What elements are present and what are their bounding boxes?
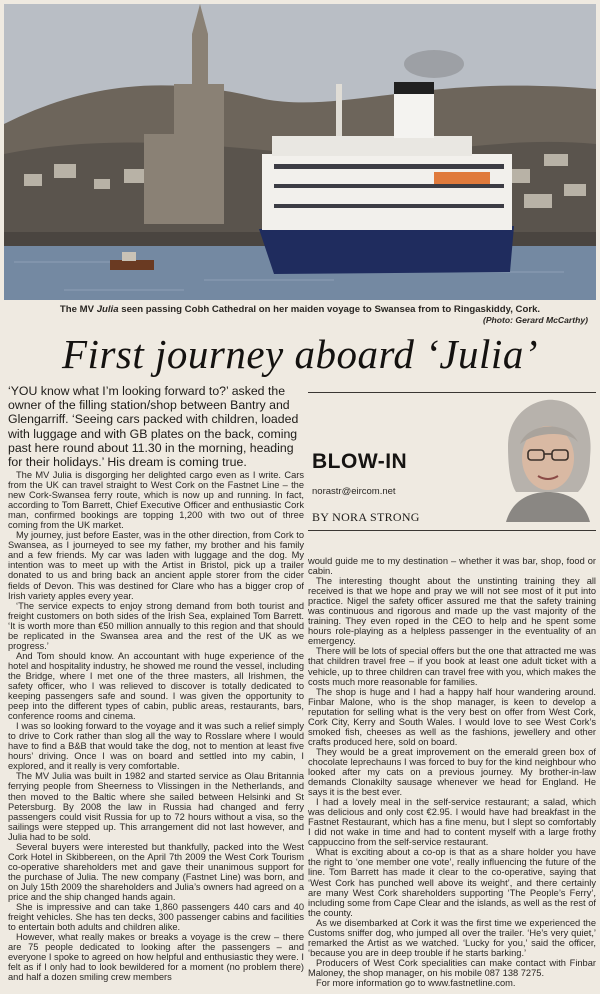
paragraph: I had a lovely meal in the self-service restaurant; a salad, which was delicious and only cost €2.95. I would have had breakfast in the Fastnet Restaurant, which has a fine menu, but I slept so comfortably I did not wake in time and had to content myself with a large frothy cappuccino from the self-service restaurant. [308,797,596,848]
paragraph: What is exciting about a co-op is that as a share holder you have the right to ‘one member one vote’, really influencing the future of the line. Tom Barrett has made it clear to the co-operative, saying that ‘West Cork has punched well above its weight’, and there certainly are many West Cork shareholders supporting ‘The People’s Ferry’, including some from Cape Clear and the islands, as well as the rest of the county. [308,847,596,918]
columnist-box [308,392,596,540]
photo-credit: (Photo: Gerard McCarthy) [482,315,588,325]
paragraph: The MV Julia was built in 1982 and started service as Olau Britannia ferrying people from Sheerness to Vlissingen in the Netherlands, and then moved to the Baltic where she sailed between Helsinki and St Petersburg. By 2008 the law in Russia had changed and ferry passengers could visit Russia for up to 72 hours without a visa, so the sailings were stepped up. This arrangement did not last however, and Julia had to be sold. [8,771,304,842]
paragraph: They would be a great improvement on the emerald green box of chocolate leprechauns I was forced to buy for the kind neighbour who looked after my cats on a previous journey. My brother-in-law demands Clonakilty sausage whenever we head for England. He says it is the best ever. [308,746,596,798]
divider [308,530,596,531]
divider [308,392,596,393]
paragraph: My journey, just before Easter, was in the other direction, from Cork to Swansea, as I journeyed to see my father, my brother and his family and a few friends. My car was laden with luggage and the dog. My intention was to meet up with the Artist in Bristol, pick up a trailer donated to us and bring back an ancient apple storer from the cider fields of Devon. This was destined for Clare who has a bigger crop of Irish variety apples every year. [8,530,304,601]
paragraph: I was so looking forward to the voyage and it was such a relief simply to drive to Cork rather than slog all the way to Rosslare where I would have to find a B&B that would take the dog, not to mention at least five hours’ driving. Once I was on board and settled into my cabin, I explored, and it really is very comfortable. [8,721,304,772]
byline: BY NORA STRONG [312,510,420,524]
paragraph: There will be lots of special offers but the one that attracted me was that children travel free – if you book at least one adult ticket with a vehicle, up to three children can travel free with you, which makes the costs much more reasonable for families. [308,646,596,687]
article-headline: First journey aboard ‘Julia’ [62,331,538,377]
paragraph: Producers of West Cork specialities can make contact with Finbar Maloney, the shop manager, on his mobile 087 138 7275. [308,957,596,978]
column-title: BLOW-IN [312,450,408,473]
paragraph: The MV Julia is disgorging her delighted cargo even as I write. Cars from the UK can travel straight to West Cork on the Fastnet Line – the new Cork-Swansea ferry route, which is now up and running. In fact, according to Tom Barrett, Chief Executive Officer and enthusiastic Cork man, confirmed bookings are topping 1,200 with two out of three coming from the UK market. [8,470,304,531]
paragraph: ‘The service expects to enjoy strong demand from both tourist and freight customers on both sides of the Irish Sea, explained Tom Barrett. ‘It is worth more than €50 million annually to this region and that should be replicated in the Swansea area and the rest of the UK as we progress.’ [8,600,304,651]
paragraph: would guide me to my destination – whether it was bar, shop, food or cabin. [308,556,596,577]
columnist-email: norastr@eircom.net [312,486,396,497]
paragraph: The shop is huge and I had a happy half hour wandering around. Finbar Malone, who is the shop manager, is keen to develop a reputation for selling what is the very best on offer from West Cork, Cork City, Kerry and South Wales. I would love to see West Cork’s smoked fish, cheeses as well as the fashions, jewellery and other crafts produced here, sold on board. [308,686,596,747]
caption-text: seen passing Cobh Cathedral on her maiden voyage to Swansea from to Ringaskiddy, Cork. [118,304,541,315]
photo-caption [0,304,600,315]
caption-prefix: The MV [59,304,97,315]
paragraph: Several buyers were interested but thankfully, packed into the West Cork Hotel in Skibbereen, on the April 7th 2009 the West Cork Tourism co-operative shareholders met and gave their unanimous support for the purchase of Julia. The new company (Fastnet Line) was born, and on July 15th 2009 the shareholders and Julia’s owners had agreed on a price and the ship changed hands again. [8,841,304,902]
paragraph: As we disembarked at Cork it was the first time we experienced the Customs sniffer dog, who jumped all over the trailer. ‘He’s very quiet,’ remarked the Artist as we watched. ‘Lucky for you,’ said the officer, ‘because you are in deep trouble if he starts barking.’ [308,917,596,958]
columnist-portrait [498,396,594,522]
ferry-photo [4,4,596,300]
caption-ship-name: Julia [96,304,119,315]
paragraph: The interesting thought about the unstinting training they all received is that we hope and pray we will not see most of it put into practice. Nigel the safety officer assured me that the safety training was continuous and rigorous and made up the vast majority of the training. They even roped in the CEO to help and he spent some hours role-playing as a helpless passenger in the eventuality of an emergency. [308,576,596,647]
right-column [308,556,596,988]
left-column [8,470,304,982]
ferry-photo-illustration [4,4,596,300]
paragraph: And Tom should know. An accountant with huge experience of the hotel and hospitality industry, he showed me round the vessel, including the Bridge, where I met one of the three masters, all Irishmen, the safety officer, who I was relieved to discover is totally dedicated to keeping passengers safe and sound. I was given the opportunity to peep into the different types of cabin, public areas, restaurants, bars, conference rooms and cinema. [8,650,304,722]
paragraph: However, what really makes or breaks a voyage is the crew – there are 75 people dedicated to looking after the passengers – and everyone I spoke to agreed on how helpful and enthusiastic they were. I felt as if I only had to look bewildered for a moment (no problem there) and half a dozen smiling crew members [8,932,304,983]
paragraph: She is impressive and can take 1,860 passengers 440 cars and 40 freight vehicles. She has ten decks, 300 passenger cabins and facilities to entertain both adults and children alike. [8,902,304,933]
paragraph: For more information go to www.fastnetline.com. [316,977,516,988]
article-intro: ‘YOU know what I’m looking forward to?’ asked the owner of the filling station/shop between Bantry and Glengarriff. ‘Seeing cars packed with children, loaded with luggage and with GB plates on the back, coming past here round about 11.30 in the morning, heading for their holidays.’ His dream is coming true. [8,384,299,470]
